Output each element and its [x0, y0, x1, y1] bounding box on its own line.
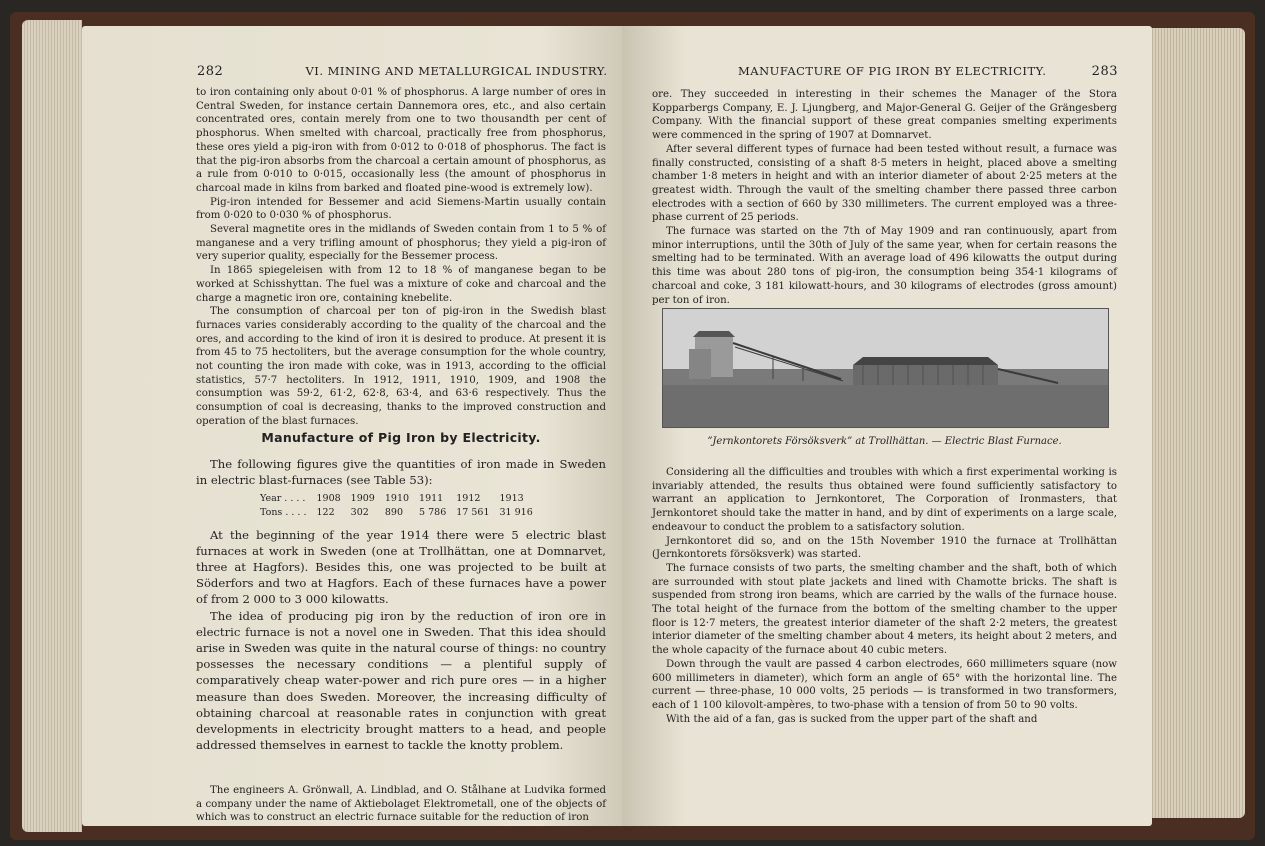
- right-text-top: [652, 88, 1117, 307]
- table-cell: 890: [384, 506, 403, 518]
- right-running-head: MANUFACTURE OF PIG IRON BY ELECTRICITY.: [738, 64, 1047, 78]
- row-label-year: Year . . . .: [260, 492, 306, 504]
- table-cell: 302: [350, 506, 369, 518]
- table-cell: 1910: [384, 492, 410, 504]
- table-row: [260, 493, 541, 505]
- paragraph: Down through the vault are passed 4 carbon electrodes, 660 millimeters square (now 600 millimeters in diameter), which form an angle of 65° with the horizontal line. The current — three-phase, 10 000 volts, 25 periods — is transformed in two transformers, each of 1 100 kilovolt-ampères, to two-phase with a tension of from 50 to 90 volts.: [652, 658, 1117, 711]
- paragraph: At the beginning of the year 1914 there were 5 electric blast furnaces at work in Sweden (one at Trollhättan, one at Domnarvet, three at Hagfors). Besides this, one was projected to be built at Söderfors and two at Hagfors. Each of these furnaces have a power of from 2 000 to 3 000 kilowatts.: [196, 527, 606, 607]
- right-page-number: 283: [1091, 64, 1118, 79]
- left-text-bottom: [196, 784, 606, 825]
- page-edges-right: [1150, 28, 1245, 818]
- paragraph: The furnace consists of two parts, the smelting chamber and the shaft, both of which are surrounded with stout plate jackets and lined with Chamotte bricks. The shaft is suspended from strong iron beams, which are carried by the walls of the furnace house. The total height of the furnace from the bottom of the smelting chamber to the upper floor is 12·7 meters, the greatest interior diameter of the shaft 2·2 meters, the greatest interior diameter of the smelting chamber about 4 meters, its height about 2 meters, and the whole capacity of the furnace about 40 cubic meters.: [652, 562, 1117, 657]
- paragraph: The engineers A. Grönwall, A. Lindblad, and O. Stålhane at Ludvika formed a company under the name of Aktiebolaget Elektrometall, one of the objects of which was to construct an electric furnace suitable for the reduction of iron: [196, 785, 606, 824]
- left-running-header: [197, 64, 617, 79]
- table-row: [260, 507, 541, 519]
- page-edges-left: [22, 20, 82, 832]
- paragraph: Considering all the difficulties and troubles with which a first experimental working is invariably attended, the results thus obtained were found sufficiently satisfactory to warrant an application to Jernkontoret, The Corporation of Ironmasters, that Jernkontoret should take the matter in hand, and by dint of experiments on a large scale, endeavour to conduct the problem to a satisfactory solution.: [652, 467, 1117, 533]
- production-table: [258, 491, 543, 521]
- paragraph: The furnace was started on the 7th of May 1909 and ran continuously, apart from minor interruptions, until the 30th of July of the same year, when for certain reasons the smelting had to be terminated. With an average load of 496 kilowatts the output during this time was about 280 tons of pig-iron, the consumption being 354·1 kilograms of charcoal and coke, 3 181 kilowatt-hours, and 30 kilograms of electrodes (gross amount) per ton of iron.: [652, 226, 1117, 306]
- paragraph: The consumption of charcoal per ton of pig-iron in the Swedish blast furnaces varies considerably according to the quality of the charcoal and the ores, and according to the kind of iron it is desired to produce. At present it is from 45 to 75 hectoliters, but the average consumption for the whole country, not counting the iron made with coke, was in 1913, according to the official statistics, 57·7 hectoliters. In 1912, 1911, 1910, 1909, and 1908 the consumption was 59·2, 61·2, 62·8, 63·4, and 63·6 respectively. Thus the consumption of coal is decreasing, thanks to the improved construction and operation of the blast furnaces.: [196, 306, 606, 427]
- photo-caption: ”Jernkontorets Försöksverk” at Trollhättan. — Electric Blast Furnace.: [707, 436, 1062, 447]
- right-running-header: [738, 64, 1118, 78]
- table-cell: 1913: [499, 492, 524, 504]
- left-text-section: [196, 430, 606, 753]
- paragraph: With the aid of a fan, gas is sucked from the upper part of the shaft and: [666, 713, 1038, 725]
- right-text-bottom: [652, 466, 1117, 726]
- table-cell: 1912: [456, 492, 481, 504]
- paragraph: The following figures give the quantities of iron made in Sweden in electric blast-furnaces (see Table 53):: [196, 457, 606, 488]
- table-cell: 5 786: [419, 506, 447, 518]
- table-cell: 122: [316, 506, 335, 518]
- paragraph: Jernkontoret did so, and on the 15th November 1910 the furnace at Trollhättan (Jernkontorets försöksverk) was started.: [652, 535, 1117, 561]
- paragraph: ore. They succeeded in interesting in their schemes the Manager of the Stora Kopparbergs Company, E. J. Ljungberg, and Major-General G. Geijer of the Grängesberg Company. With the financial support of these great companies smelting experiments were commenced in the spring of 1907 at Domnarvet.: [652, 89, 1117, 142]
- left-page: [82, 26, 622, 826]
- table-cell: 1908: [316, 492, 341, 504]
- table-cell: 31 916: [499, 506, 533, 518]
- paragraph: to iron containing only about 0·01 % of phosphorus. A large number of ores in Central Sweden, for instance certain Dannemora ores, etc., and also certain concentrated ores, contain merely from one to two thousandth per cent of phosphorus. When smelted with charcoal, practically free from phosphorus, these ores yield a pig-iron with from 0·012 to 0·018 of phosphorus. The fact is that the pig-iron absorbs from the charcoal a certain amount of phosphorus, as a rule from 0·010 to 0·015, occasionally less (the amount of phosphorus in charcoal made in kilns from barked and floated pine-wood is extremely low).: [196, 87, 606, 194]
- left-page-number: 282: [197, 64, 224, 79]
- paragraph: The idea of producing pig iron by the reduction of iron ore in electric furnace is not a novel one in Sweden. That this idea should arise in Sweden was quite in the natural course of things: no country possesses the necessary conditions — a plentiful supply of comparatively cheap water-power and rich pure ores — in a higher measure than does Sweden. Moreover, the increasing difficulty of obtaining charcoal at reasonable rates in conjunction with great developments in electricity brought matters to a head, and people addressed themselves in earnest to tackle the knotty problem.: [196, 608, 606, 753]
- table-cell: 1909: [350, 492, 375, 504]
- paragraph: In 1865 spiegeleisen with from 12 to 18 % of manganese began to be worked at Schisshyttan. The fuel was a mixture of coke and charcoal and the charge a magnetic iron ore, containing knebelite.: [196, 265, 606, 304]
- left-running-head: VI. MINING AND METALLURGICAL INDUSTRY.: [305, 64, 608, 78]
- table-cell: 1911: [419, 492, 444, 504]
- section-title: Manufacture of Pig Iron by Electricity.: [261, 430, 541, 445]
- paragraph: Several magnetite ores in the midlands of Sweden contain from 1 to 5 % of manganese and a very trifling amount of phosphorus; they yield a pig-iron of very superior quality, especially for the Bessemer process.: [196, 224, 606, 263]
- furnace-photograph: [662, 308, 1109, 428]
- paragraph: After several different types of furnace had been tested without result, a furnace was finally constructed, consisting of a shaft 8·5 meters in height, placed above a smelting chamber 1·8 meters in height and with an interior diameter of about 2·25 meters at the greatest width. Through the vault of the smelting chamber there passed three carbon electrodes with a section of 660 by 330 millimeters. The current employed was a three-phase current of 25 periods.: [652, 143, 1117, 224]
- paragraph: Pig-iron intended for Bessemer and acid Siemens-Martin usually contain from 0·020 to 0·030 % of phosphorus.: [196, 196, 606, 222]
- right-page: [622, 26, 1152, 826]
- table-cell: 17 561: [456, 506, 490, 518]
- left-text-top: [196, 86, 606, 429]
- furnace-building-illustration: [663, 309, 1108, 427]
- row-label-tons: Tons . . . .: [260, 506, 307, 518]
